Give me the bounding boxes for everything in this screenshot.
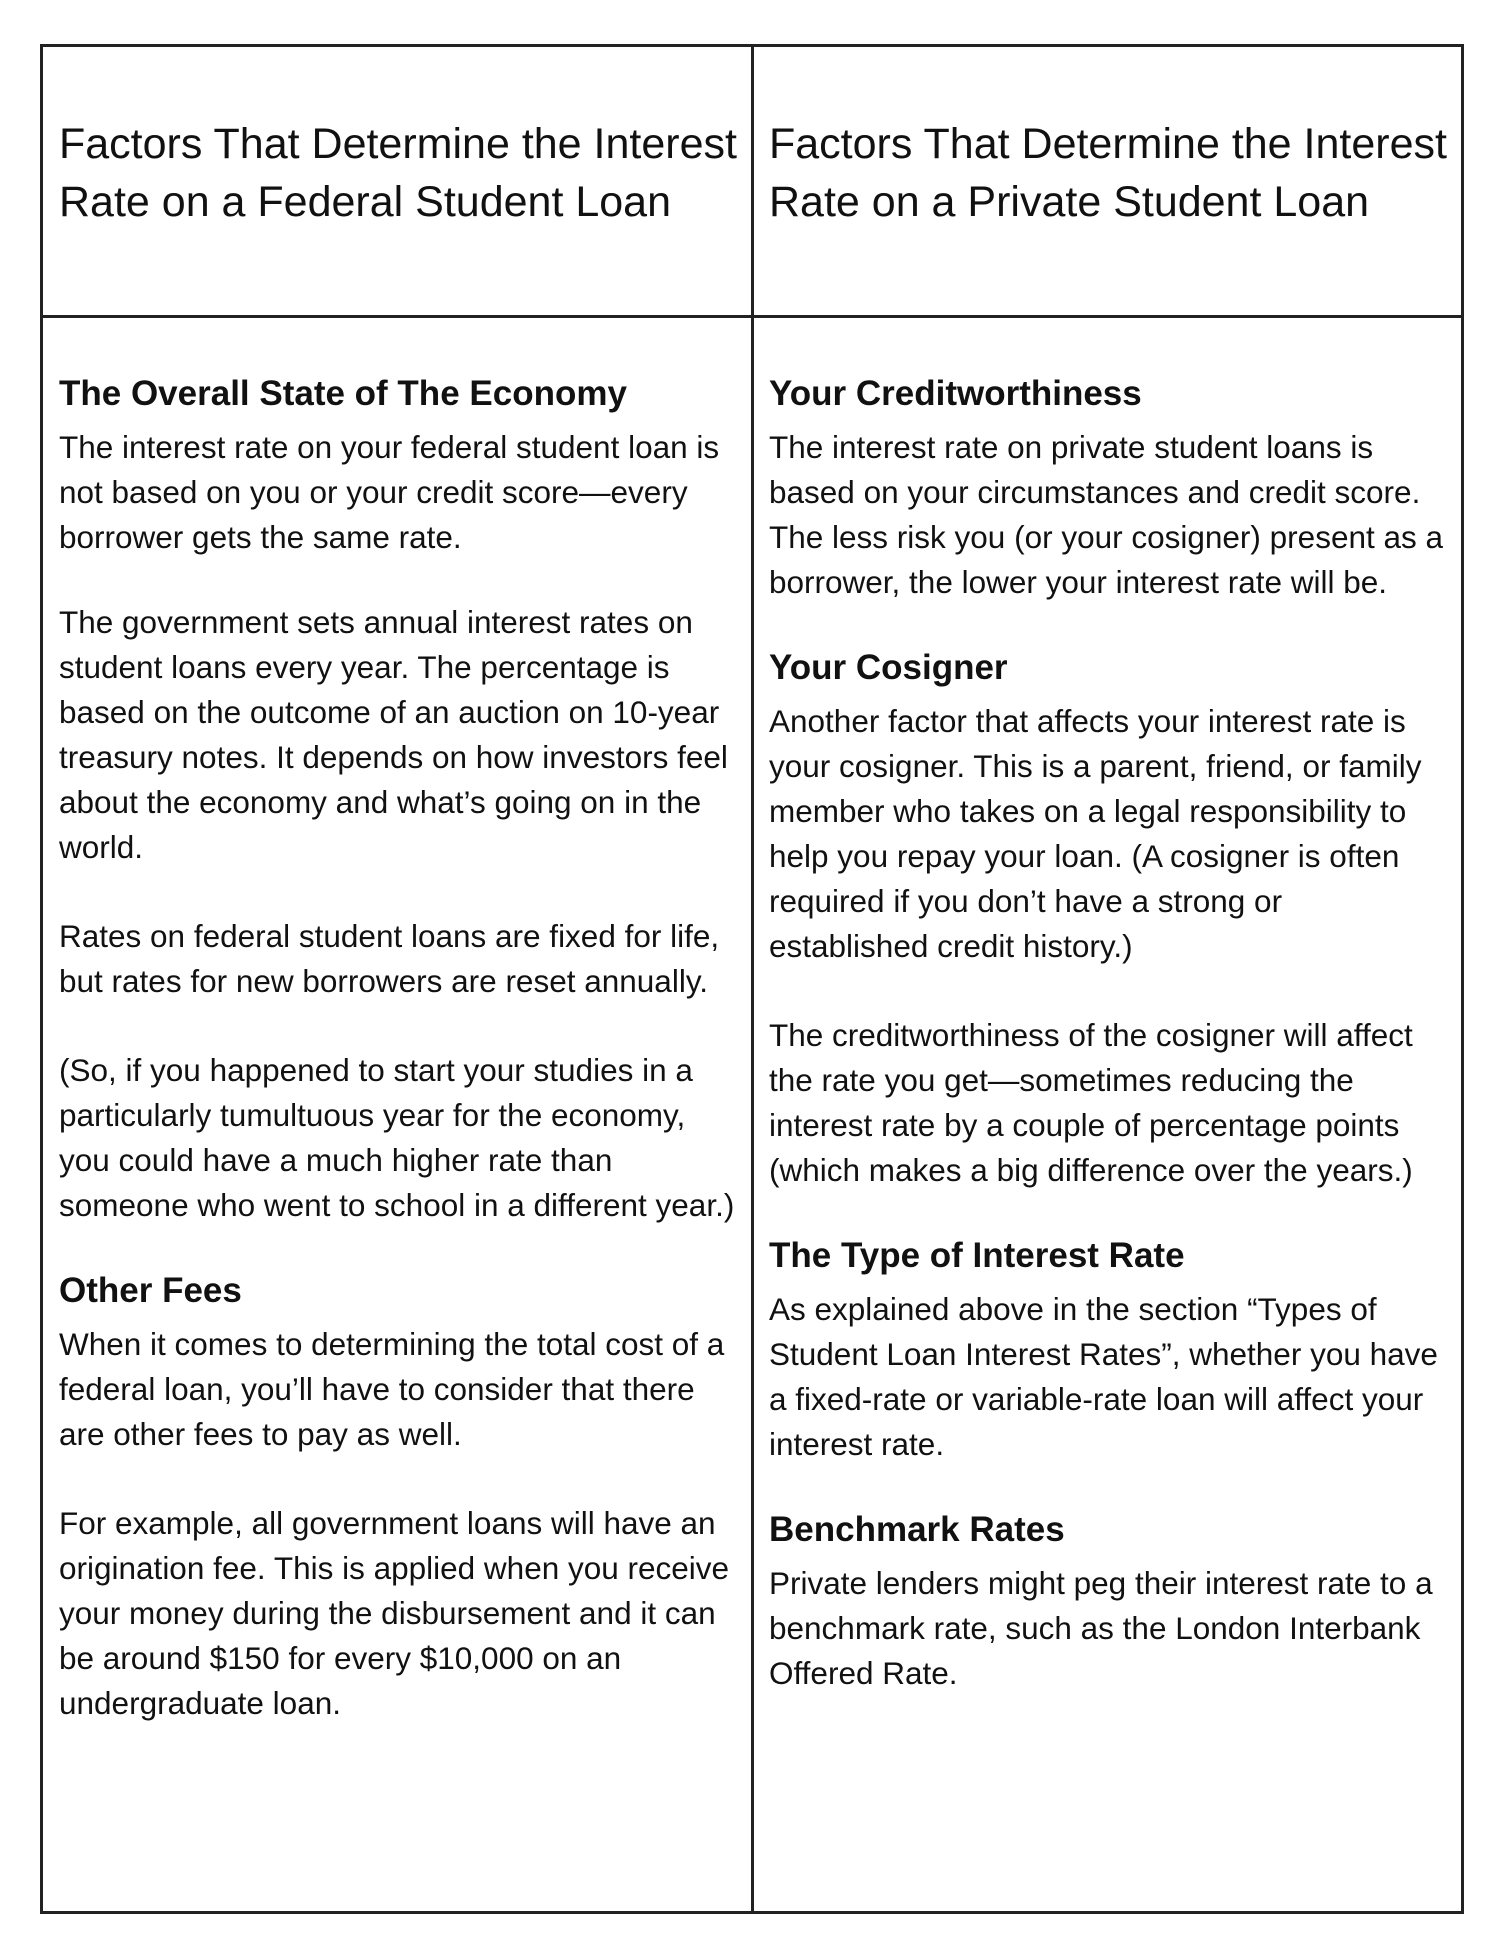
paragraph: Private lenders might peg their interest rate to a benchmark rate, such as the London Interbank Offered Rate. xyxy=(769,1565,1433,1691)
comparison-table xyxy=(40,44,1464,1914)
section-title-cosigner: Your Cosigner xyxy=(769,648,1008,687)
section-title-benchmark: Benchmark Rates xyxy=(769,1510,1065,1549)
header-divider xyxy=(43,315,1461,318)
paragraph: When it comes to determining the total cost of a federal loan, you’ll have to consider that there are other fees to pay as well. xyxy=(59,1326,725,1452)
paragraph: The interest rate on private student loans is based on your circumstances and credit score. The less risk you (or your cosigner) present as a borrower, the lower your interest rate will be. xyxy=(769,429,1444,600)
header-private: Factors That Determine the Interest Rate on a Private Student Loan xyxy=(769,120,1447,226)
header-federal: Factors That Determine the Interest Rate on a Federal Student Loan xyxy=(59,120,737,226)
section-title-economy: The Overall State of The Economy xyxy=(59,374,627,413)
paragraph: As explained above in the section “Types of Student Loan Interest Rates”, whether you have a fixed-rate or variable-rate loan will affect your interest rate. xyxy=(769,1291,1438,1462)
paragraph: (So, if you happened to start your studies in a particularly tumultuous year for the economy, you could have a much higher rate than someone who went to school in a different year.) xyxy=(59,1052,735,1223)
paragraph: For example, all government loans will have an origination fee. This is applied when you receive your money during the disbursement and it can be around $150 for every $10,000 on an undergraduate loan. xyxy=(59,1505,730,1721)
paragraph: The interest rate on your federal student loan is not based on you or your credit score—every borrower gets the same rate. xyxy=(59,429,720,555)
paragraph: Another factor that affects your interest rate is your cosigner. This is a parent, friend, or family member who takes on a legal responsibility to help you repay your loan. (A cosigner is often required if you don’t have a strong or established credit history.) xyxy=(769,703,1422,964)
paragraph: Rates on federal student loans are fixed for life, but rates for new borrowers are reset annually. xyxy=(59,918,720,999)
federal-column xyxy=(59,371,743,1770)
section-title-other-fees: Other Fees xyxy=(59,1271,242,1310)
private-column xyxy=(769,371,1449,1740)
column-divider xyxy=(751,47,754,1911)
section-title-interest-type: The Type of Interest Rate xyxy=(769,1236,1185,1275)
paragraph: The government sets annual interest rates on student loans every year. The percentage is based on the outcome of an auction on 10-year treasury notes. It depends on how investors feel about the economy and what’s going on in the world. xyxy=(59,604,728,865)
section-title-creditworthiness: Your Creditworthiness xyxy=(769,374,1142,413)
paragraph: The creditworthiness of the cosigner will affect the rate you get—sometimes reducing the interest rate by a couple of percentage points (which makes a big difference over the years.) xyxy=(769,1017,1413,1188)
